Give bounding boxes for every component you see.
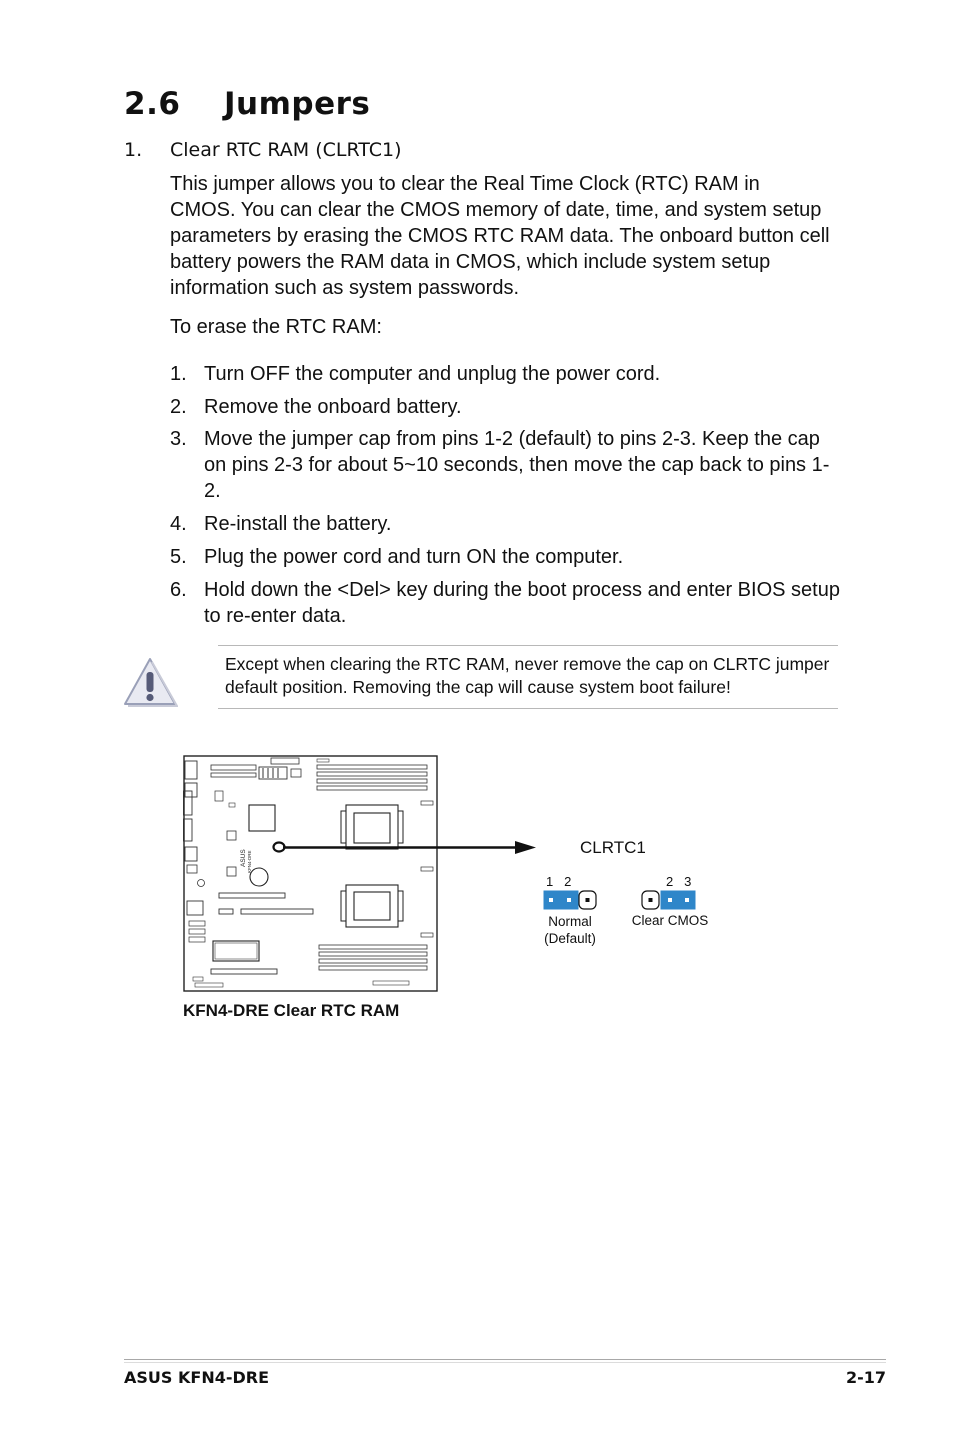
caution-text: Except when clearing the RTC RAM, never remove the cap on CLRTC jumper default position. Removing the cap will cause system boot failure! xyxy=(225,654,830,697)
step-text: Hold down the <Del> key during the boot process and enter BIOS setup to re-enter data. xyxy=(204,579,840,627)
normal-pin-numbers: 1 2 xyxy=(546,874,572,889)
footer-page-number: 2-17 xyxy=(845,1368,886,1387)
normal-label xyxy=(520,913,620,947)
step-number: 1. xyxy=(170,363,187,385)
subsection-title: Clear RTC RAM (CLRTC1) xyxy=(170,139,402,161)
section-heading xyxy=(124,86,370,122)
intro-paragraph: This jumper allows you to clear the Real Time Clock (RTC) RAM in CMOS. You can clear the CMOS memory of date, time, and system setup parameters by erasing the CMOS RTC RAM data. The onboard button cell battery powers the RAM data in CMOS, which include system setup information such as system passwords. xyxy=(170,173,830,299)
normal-label-line1: Normal xyxy=(548,914,592,929)
warning-triangle-icon xyxy=(122,656,178,708)
step-text: Plug the power cord and turn ON the computer. xyxy=(204,546,624,568)
board-model-text: KFN4-DRE xyxy=(247,850,252,873)
pointer-arrow xyxy=(283,838,539,858)
caution-bottom-rule xyxy=(218,708,838,709)
clear-cmos-label: Clear CMOS xyxy=(631,913,709,928)
footer-rule xyxy=(124,1359,886,1360)
footer-rule-shadow xyxy=(124,1362,886,1363)
diagram-caption: KFN4-DRE Clear RTC RAM xyxy=(183,1001,400,1020)
board-logo-text: ASUS xyxy=(240,849,247,867)
step-text: Turn OFF the computer and unplug the power cord. xyxy=(204,363,661,385)
step-text: Move the jumper cap from pins 1-2 (default) to pins 2-3. Keep the cap on pins 2-3 for about 5~10 seconds, then move the cap back to pins 1-2. xyxy=(204,428,830,502)
subsection-number: 1. xyxy=(124,139,143,161)
step-number: 5. xyxy=(170,546,187,568)
erase-heading: To erase the RTC RAM: xyxy=(170,316,382,338)
motherboard-diagram xyxy=(183,755,439,993)
jumper-clear-graphic xyxy=(641,890,697,910)
jumper-name-label: CLRTC1 xyxy=(580,838,646,857)
section-title: Jumpers xyxy=(224,86,371,122)
step-text: Remove the onboard battery. xyxy=(204,396,462,418)
section-number: 2.6 xyxy=(124,86,181,122)
step-text: Re-install the battery. xyxy=(204,513,392,535)
footer-product-name: ASUS KFN4-DRE xyxy=(124,1368,270,1387)
step-number: 4. xyxy=(170,513,187,535)
caution-top-rule xyxy=(218,645,838,646)
jumper-normal-graphic xyxy=(543,890,597,910)
normal-label-line2: (Default) xyxy=(544,931,596,946)
clear-pin-numbers: 2 3 xyxy=(666,874,692,889)
step-number: 2. xyxy=(170,396,187,418)
step-number: 6. xyxy=(170,579,187,601)
step-number: 3. xyxy=(170,428,187,450)
subsection-heading xyxy=(124,139,402,161)
